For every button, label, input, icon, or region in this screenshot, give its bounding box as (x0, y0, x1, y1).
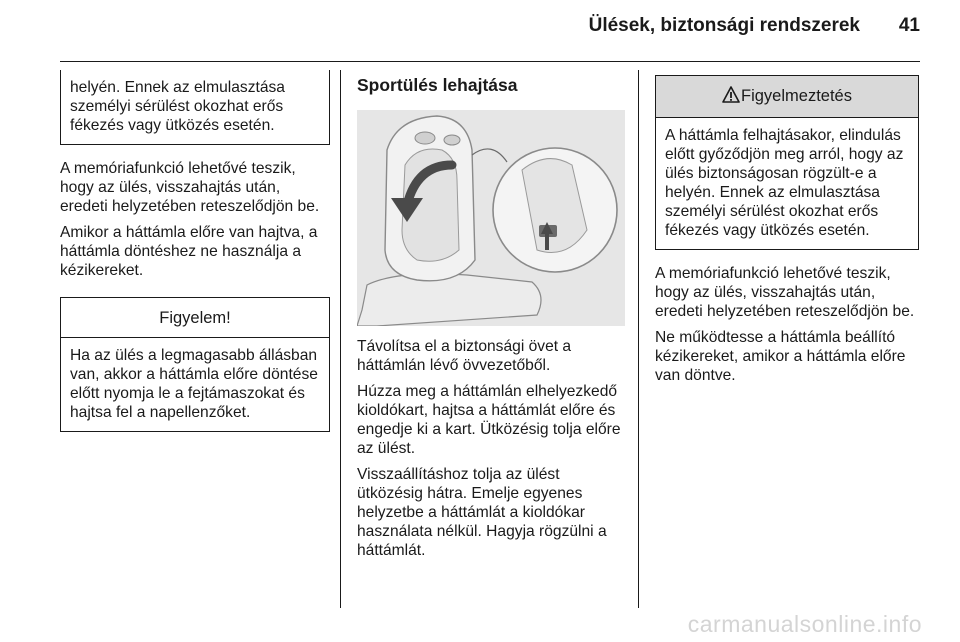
continued-warning-text: helyén. Ennek az elmulasztása személyi sérülést okozhat erős fékezés vagy ütközés esetén. (70, 79, 285, 134)
caution-text: Ha az ülés a legmagasabb állásban van, akkor a háttámla előre döntése előtt nyomja le a fejtámaszokat és hajtsa fel a napellenzőket. (70, 347, 318, 421)
warning-triangle-icon (722, 86, 740, 108)
warning-heading: Figyelmeztetés (741, 87, 852, 105)
column-divider-2 (638, 70, 639, 608)
paragraph: Távolítsa el a biztonsági övet a háttámlán lévő övvezetőből. (357, 338, 572, 374)
page-title: Ülések, biztonsági rendszerek (588, 15, 860, 36)
paragraph: Ne működtesse a háttámla beállító kézikereket, amikor a háttámla előre van döntve. (655, 329, 906, 384)
watermark: carmanualsonline.info (687, 611, 922, 637)
header-divider (60, 61, 920, 62)
warning-header (656, 76, 918, 118)
section-heading: Sportülés lehajtása (357, 75, 518, 95)
caution-heading: Figyelem! (61, 298, 329, 338)
left-column (60, 70, 330, 432)
middle-column (357, 70, 625, 567)
paragraph: A memóriafunkció lehetővé teszik, hogy az ülés, visszahajtás után, eredeti helyzetében reteszelődjön be. (655, 265, 915, 320)
paragraph: Visszaállításhoz tolja az ülést ütközésig hátra. Emelje egyenes helyzetbe a háttámlát a kioldókar használata nélkül. Hagyja rögzülni a háttámlát. (357, 466, 607, 559)
warning-text: A háttámla felhajtásakor, elindulás előtt győződjön meg arról, hogy az ülés biztonságosan rögzült-e a helyén. Ennek az elmulasztása személyi sérülést okozhat erős fékezés vagy ütközés esetén. (665, 127, 904, 239)
column-divider-1 (340, 70, 341, 608)
paragraph: Amikor a háttámla előre van hajtva, a háttámla döntéshez ne használja a kézikereket. (60, 224, 318, 279)
right-column (655, 75, 919, 392)
caution-box (60, 297, 330, 432)
page-number: 41 (898, 15, 920, 36)
continued-warning-box (60, 70, 330, 145)
sport-seat-folding-illustration (357, 110, 625, 326)
paragraph: A memóriafunkció lehetővé teszik, hogy az ülés, visszahajtás után, eredeti helyzetében reteszelődjön be. (60, 160, 320, 215)
paragraph: Húzza meg a háttámlán elhelyezkedő kioldókart, hajtsa a háttámlát előre és engedje ki a kart. Ütközésig tolja előre az ülést. (357, 383, 621, 457)
warning-box (655, 75, 919, 250)
